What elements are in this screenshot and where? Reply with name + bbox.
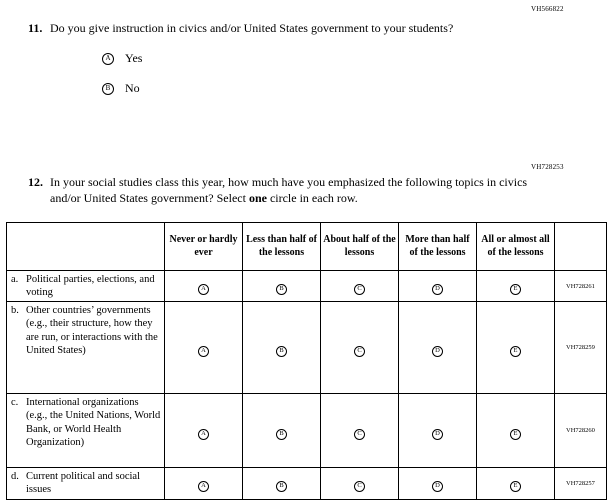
row-b-response-about-half[interactable] [321,302,399,394]
option-yes[interactable] [102,51,453,66]
header-never: Never or hardly ever [165,223,243,271]
header-less-than-half: Less than half of the lessons [243,223,321,271]
question-12-accession-code: VH728253 [531,163,564,171]
radio-circle-no[interactable]: B [102,83,114,95]
row-c-code: VH728260 [555,394,607,468]
radio-circle[interactable]: A [198,284,209,295]
row-a-response-more-than-half[interactable] [399,271,477,302]
row-a-response-never[interactable] [165,271,243,302]
row-c-response-about-half[interactable] [321,394,399,468]
radio-circle[interactable]: E [510,429,521,440]
row-d-response-less-than-half[interactable] [243,468,321,499]
row-c-response-all[interactable] [477,394,555,468]
radio-circle[interactable]: C [354,284,365,295]
table-row [7,271,607,302]
row-c-response-more-than-half[interactable] [399,394,477,468]
question-11-number: 11. [28,21,43,35]
header-topic-blank [7,223,165,271]
row-d-label: d. Current political and social issues [7,468,165,499]
radio-circle[interactable]: A [198,481,209,492]
row-a-response-less-than-half[interactable] [243,271,321,302]
question-12-number: 12. [28,175,43,189]
question-12 [28,174,555,206]
header-more-than-half: More than half of the lessons [399,223,477,271]
row-d-code: VH728257 [555,468,607,499]
row-b-response-more-than-half[interactable] [399,302,477,394]
radio-circle[interactable]: E [510,284,521,295]
radio-circle[interactable]: D [432,429,443,440]
table-row [7,468,607,499]
radio-circle[interactable]: E [510,346,521,357]
radio-circle[interactable]: B [276,481,287,492]
radio-circle[interactable]: B [276,429,287,440]
question-11-options [102,51,453,96]
option-no[interactable] [102,81,453,96]
row-c-response-never[interactable] [165,394,243,468]
question-12-text: In your social studies class this year, how much have you emphasized the following topics in civics and/or United States government? Select one circle in each row. [50,175,528,206]
row-d-response-all[interactable] [477,468,555,499]
row-b-label: b. Other countries’ governments (e.g., their structure, how they are run, or interactions with the United States) [7,302,165,394]
question-11 [28,0,611,96]
radio-circle[interactable]: D [432,481,443,492]
row-a-label: a. Political parties, elections, and voting [7,271,165,302]
radio-circle[interactable]: C [354,429,365,440]
header-about-half: About half of the lessons [321,223,399,271]
row-d-response-more-than-half[interactable] [399,468,477,499]
radio-circle[interactable]: A [198,346,209,357]
row-c-response-less-than-half[interactable] [243,394,321,468]
header-all: All or almost all of the lessons [477,223,555,271]
question-12-response-table [6,222,607,500]
row-d-response-about-half[interactable] [321,468,399,499]
option-yes-label: Yes [125,51,143,66]
row-b-code: VH728259 [555,302,607,394]
table-row [7,394,607,468]
header-code-blank [555,223,607,271]
row-d-response-never[interactable] [165,468,243,499]
row-b-response-never[interactable] [165,302,243,394]
table-row [7,302,607,394]
radio-circle[interactable]: B [276,346,287,357]
radio-circle[interactable]: E [510,481,521,492]
radio-circle-yes[interactable]: A [102,53,114,65]
row-c-label: c. International organizations (e.g., the United Nations, World Bank, or World Health Organization) [7,394,165,468]
row-b-response-less-than-half[interactable] [243,302,321,394]
row-a-response-all[interactable] [477,271,555,302]
question-12-bold-word: one [248,191,267,206]
row-b-response-all[interactable] [477,302,555,394]
radio-circle[interactable]: A [198,429,209,440]
radio-circle[interactable]: C [354,346,365,357]
radio-circle[interactable]: D [432,284,443,295]
radio-circle[interactable]: B [276,284,287,295]
radio-circle[interactable]: C [354,481,365,492]
row-a-code: VH728261 [555,271,607,302]
question-11-text: Do you give instruction in civics and/or United States government to your students? [50,21,454,35]
row-a-response-about-half[interactable] [321,271,399,302]
option-no-label: No [125,81,140,96]
radio-circle[interactable]: D [432,346,443,357]
page-accession-code: VH566822 [531,5,564,13]
table-header-row [7,223,607,271]
